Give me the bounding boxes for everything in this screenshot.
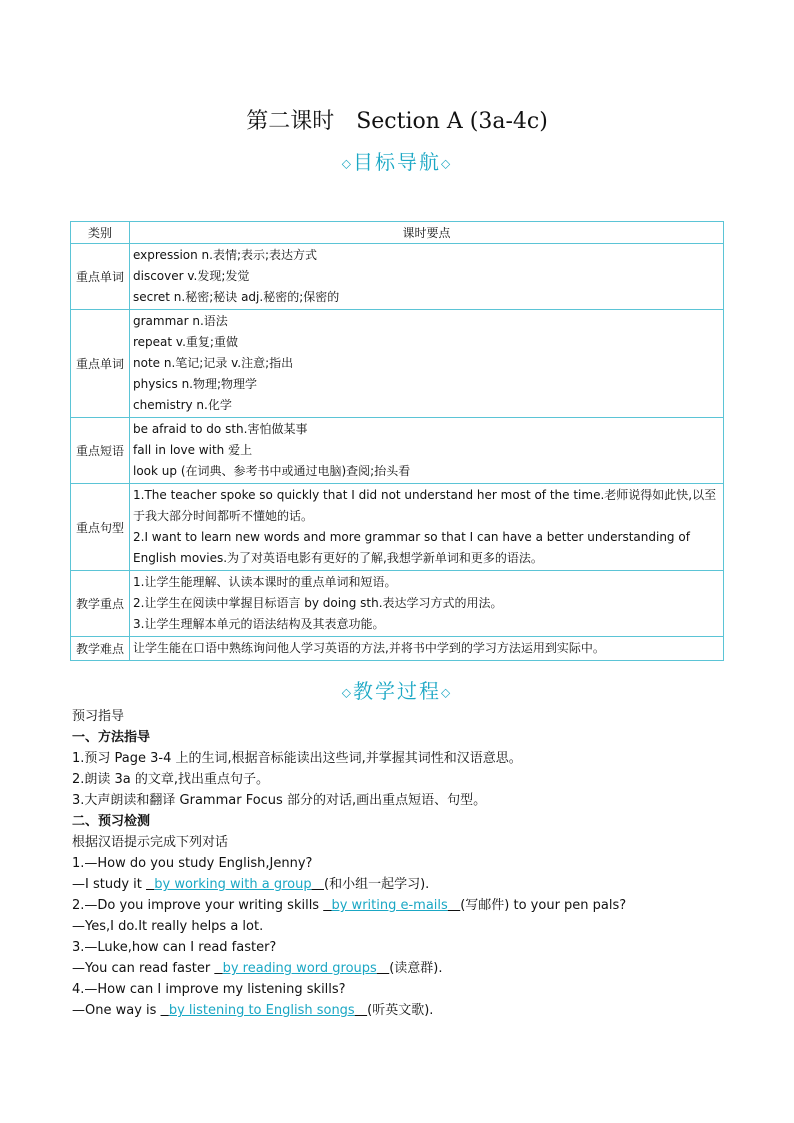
lesson-number: 第二课时 <box>246 109 335 134</box>
blank-lead <box>161 1003 169 1018</box>
process-heading-text: 教学过程 <box>353 679 441 703</box>
answer-hint: (读意群). <box>389 961 443 976</box>
process-heading <box>0 675 794 704</box>
row-content <box>130 484 724 571</box>
blank-lead <box>214 961 222 976</box>
answer-fill: by working with a group <box>154 877 312 892</box>
lesson-title <box>0 104 794 135</box>
question-hint: (写邮件) to your pen pals? <box>460 898 627 913</box>
content-line: 1.The teacher spoke so quickly that I did not understand her most of the time.老师说得如此快,以至于我大部分时间都听不懂她的话。 <box>133 488 717 523</box>
row-category: 重点句型 <box>71 484 130 571</box>
method-item: 2.朗读 3a 的文章,找出重点句子。 <box>72 772 270 787</box>
content-line: chemistry n.化学 <box>133 398 232 412</box>
blank-tail <box>448 898 460 913</box>
diamond-icon: ◇ <box>441 156 453 171</box>
answer-hint: (和小组一起学习). <box>324 877 430 892</box>
dialogue-question: 3.—Luke,how can I read faster? <box>72 940 277 955</box>
row-content <box>130 310 724 418</box>
guide-title: 预习指导 <box>72 709 125 724</box>
goals-heading <box>0 146 794 175</box>
content-line: 让学生能在口语中熟练询问他人学习英语的方法,并将书中学到的学习方法运用到实际中。 <box>133 641 605 655</box>
content-line: fall in love with 爱上 <box>133 443 253 457</box>
answer-fill: by writing e-mails <box>331 898 448 913</box>
blank-tail <box>377 961 389 976</box>
content-line: look up (在词典、参考书中或通过电脑)查阅;抬头看 <box>133 464 411 478</box>
row-content <box>130 637 724 661</box>
content-line: be afraid to do sth.害怕做某事 <box>133 422 308 436</box>
section-label: Section A (3a-4c) <box>356 109 548 134</box>
header-category: 类别 <box>71 222 130 244</box>
dialogue-question: 1.—How do you study English,Jenny? <box>72 856 313 871</box>
row-content <box>130 418 724 484</box>
method-item: 3.大声朗读和翻译 Grammar Focus 部分的对话,画出重点短语、句型。 <box>72 793 487 808</box>
answer-lead: —One way is <box>72 1003 161 1018</box>
content-line: 2.I want to learn new words and more grammar so that I can have a better understanding of English movies.为了对英语电影有更好的了解,我想学新单词和更多的语法。 <box>133 530 690 565</box>
row-category: 教学难点 <box>71 637 130 661</box>
table-row <box>71 484 724 571</box>
goals-table <box>70 221 724 661</box>
content-line: note n.笔记;记录 v.注意;指出 <box>133 356 294 370</box>
answer-lead: —I study it <box>72 877 146 892</box>
content-line: physics n.物理;物理学 <box>133 377 258 391</box>
dialogue-question <box>72 895 722 916</box>
row-category: 重点单词 <box>71 310 130 418</box>
content-line: 1.让学生能理解、认读本课时的重点单词和短语。 <box>133 575 397 589</box>
row-category: 教学重点 <box>71 571 130 637</box>
goals-heading-text: 目标导航 <box>353 150 441 174</box>
table-header-row <box>71 222 724 244</box>
answer-fill: by reading word groups <box>222 961 377 976</box>
table-row <box>71 571 724 637</box>
blank-tail <box>312 877 324 892</box>
check-title: 二、预习检测 <box>72 814 151 829</box>
content-line: grammar n.语法 <box>133 314 228 328</box>
answer-fill: by listening to English songs <box>168 1003 355 1018</box>
row-category: 重点单词 <box>71 244 130 310</box>
dialogue-question: 4.—How can I improve my listening skills? <box>72 982 346 997</box>
header-points: 课时要点 <box>130 222 724 244</box>
row-content <box>130 244 724 310</box>
row-content <box>130 571 724 637</box>
content-line: 2.让学生在阅读中掌握目标语言 by doing sth.表达学习方式的用法。 <box>133 596 503 610</box>
table-row <box>71 244 724 310</box>
content-line: expression n.表情;表示;表达方式 <box>133 248 318 262</box>
blank-tail <box>355 1003 367 1018</box>
dialogue-answer-line <box>72 874 722 895</box>
content-line: repeat v.重复;重做 <box>133 335 238 349</box>
check-instruction: 根据汉语提示完成下列对话 <box>72 835 229 850</box>
answer-lead: —You can read faster <box>72 961 215 976</box>
row-category: 重点短语 <box>71 418 130 484</box>
answer-hint: (听英文歌). <box>367 1003 434 1018</box>
diamond-icon: ◇ <box>341 685 353 700</box>
table-row <box>71 310 724 418</box>
dialogue-reply: —Yes,I do.It really helps a lot. <box>72 919 264 934</box>
method-item: 1.预习 Page 3-4 上的生词,根据音标能读出这些词,并掌握其词性和汉语意思。 <box>72 751 522 766</box>
content-line: 3.让学生理解本单元的语法结构及其表意功能。 <box>133 617 385 631</box>
diamond-icon: ◇ <box>441 685 453 700</box>
preview-section <box>72 706 722 1021</box>
table-row <box>71 637 724 661</box>
question-lead: 2.—Do you improve your writing skills <box>72 898 324 913</box>
table-row <box>71 418 724 484</box>
dialogue-answer-line <box>72 1000 722 1021</box>
content-line: secret n.秘密;秘诀 adj.秘密的;保密的 <box>133 290 340 304</box>
content-line: discover v.发现;发觉 <box>133 269 250 283</box>
dialogue-answer-line <box>72 958 722 979</box>
diamond-icon: ◇ <box>341 156 353 171</box>
method-title: 一、方法指导 <box>72 730 151 745</box>
